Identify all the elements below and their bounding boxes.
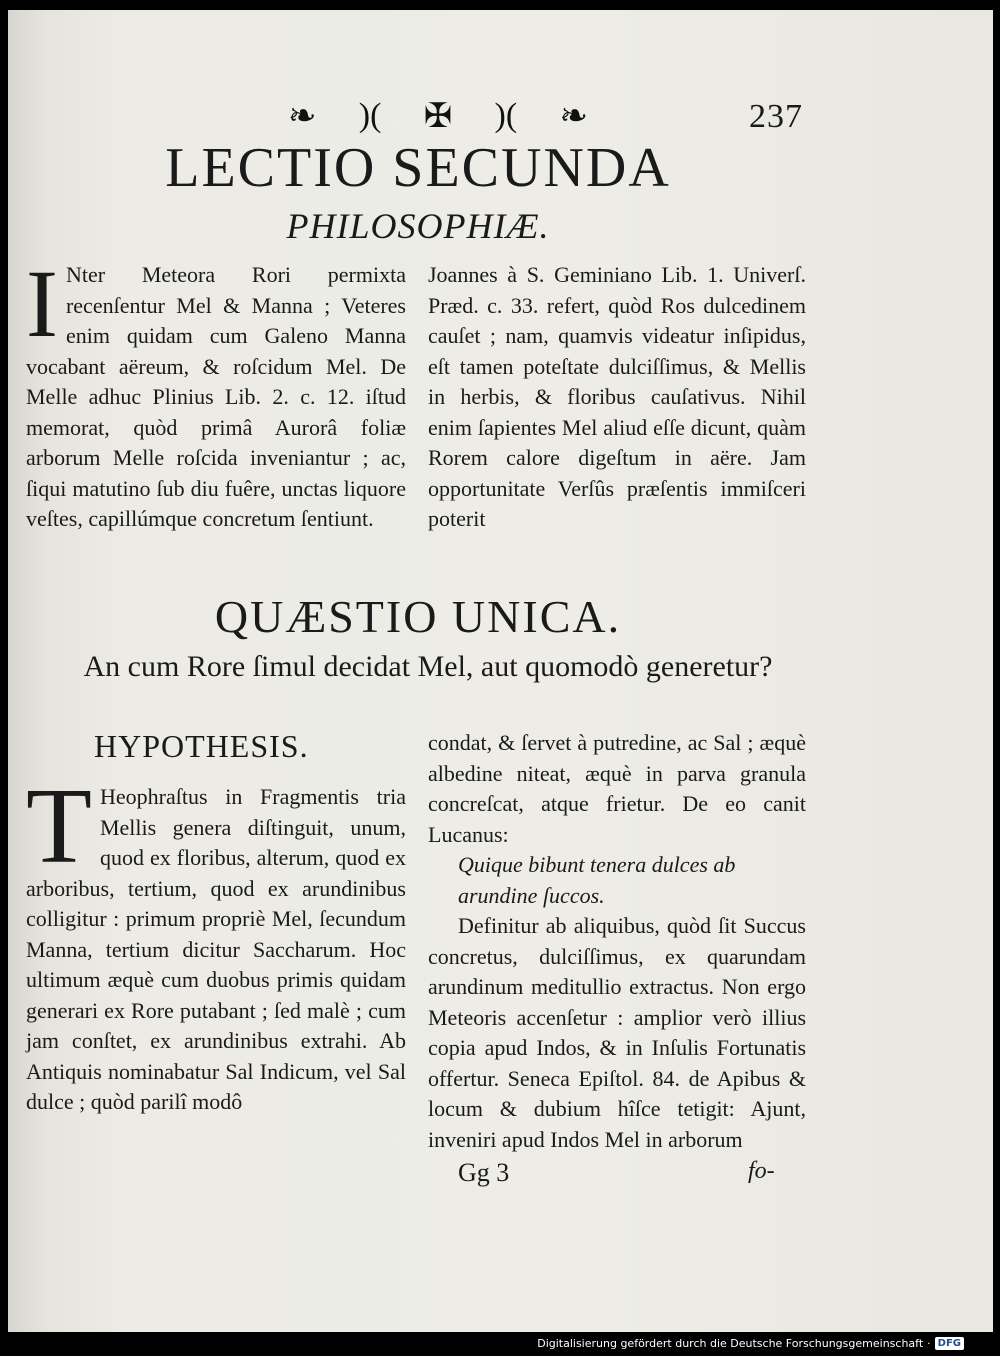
- fleuron-icon: ❧: [559, 98, 588, 135]
- digitization-footer: Digitalisierung gefördert durch die Deutsche Forschungsgemeinschaft · DFG: [537, 1337, 964, 1350]
- hypothesis-text-left: Heophraſtus in Fragmentis tria Mellis genera diſtinguit, unum, quod ex floribus, alterum, quod ex arboribus, tertium, quod ex arundinibus colligitur : primum propriè Mel, ſecundum Manna, tertium dicitur Saccharum. Hoc ultimum æquè cum duobus primis quidam generari ex Rore putabant ; ſed malè ; cum jam conſtet, ex arundinibus extrahi. Ab Antiquis nominabatur Sal Indicum, vel Sal dulce ; quòd parilî modô: [26, 784, 406, 1114]
- page-number: 237: [749, 98, 803, 135]
- footer-text: Digitalisierung gefördert durch die Deutsche Forschungsgemeinschaft: [537, 1337, 924, 1350]
- bracket-ornament-icon: )(: [494, 97, 518, 134]
- hypothesis-text-right-1: condat, & ſervet à putredine, ac Sal ; æquè albedine niteat, æquè in parva granula concreſcat, atque frietur. De eo canit Lucanus:: [428, 730, 806, 847]
- question-title: QUÆSTIO UNICA.: [214, 591, 622, 642]
- cross-ornament-icon: ✠: [423, 98, 453, 135]
- page-subtitle: PHILOSOPHIÆ.: [286, 206, 550, 246]
- hypothesis-column-left: [26, 767, 406, 1118]
- intro-text-right: Joannes à S. Geminiano Lib. 1. Univerſ. Præd. c. 33. refert, quòd Ros dulcedinem cauſet ; nam, quamvis videatur inſipidus, eſt tamen poteſtate dulciſſimus, & Mellis in herbis, & floribus cauſativus. Nihil enim ſapientes Mel aliud eſſe dicunt, quàm Rorem calore digeſtum in aëre. Jam opportunitate Verſûs præſentis immiſceri poterit: [428, 262, 806, 531]
- catchword: fo-: [748, 1158, 775, 1184]
- fleuron-icon: ❧: [288, 98, 317, 135]
- signature-mark: Gg 3: [458, 1158, 510, 1187]
- book-page: [8, 10, 993, 1332]
- hypothesis-heading: HYPOTHESIS.: [94, 728, 309, 764]
- hypothesis-column-right: [428, 728, 806, 1155]
- bracket-ornament-icon: )(: [358, 97, 382, 134]
- dfg-logo: DFG: [935, 1337, 964, 1350]
- page-title: LECTIO SECUNDA: [165, 137, 671, 199]
- question-subtitle: An cum Rore ſimul decidat Mel, aut quomodò generetur?: [83, 650, 773, 683]
- intro-column-left: [26, 250, 406, 535]
- ornament-band: [288, 96, 588, 136]
- intro-column-right: [428, 260, 806, 535]
- dropcap-initial: T: [26, 767, 92, 886]
- intro-text-left: Nter Meteora Rori permixta recenſentur Mel & Manna ; Veteres enim quidam cum Galeno Manna vocabant aëreum, & roſcidum Mel. De Melle adhuc Plinius Lib. 2. c. 12. iſtud memorat, quòd primâ Aurorâ foliæ arborum Melle roſcida inveniantur ; ac, ſiqui matutino ſub diu fuêre, unctas liquore veſtes, capillúmque concretum ſentiunt.: [26, 262, 406, 531]
- dropcap-initial: I: [26, 250, 58, 357]
- verse-quote: Quique bibunt tenera dulces ab arundine ſuccos.: [458, 852, 736, 908]
- hypothesis-text-right-2: Definitur ab aliquibus, quòd ſit Succus concretus, dulciſſimus, ex quarundam arundinum meditullio extractus. Non ergo Meteoris accenſetur : amplior verò illius copia apud Indos, & in Inſulis Fortunatis offertur. Seneca Epiſtol. 84. de Apibus & locum & dubium hîſce tetigit: Ajunt, inveniri apud Indos Mel in arborum: [428, 913, 806, 1152]
